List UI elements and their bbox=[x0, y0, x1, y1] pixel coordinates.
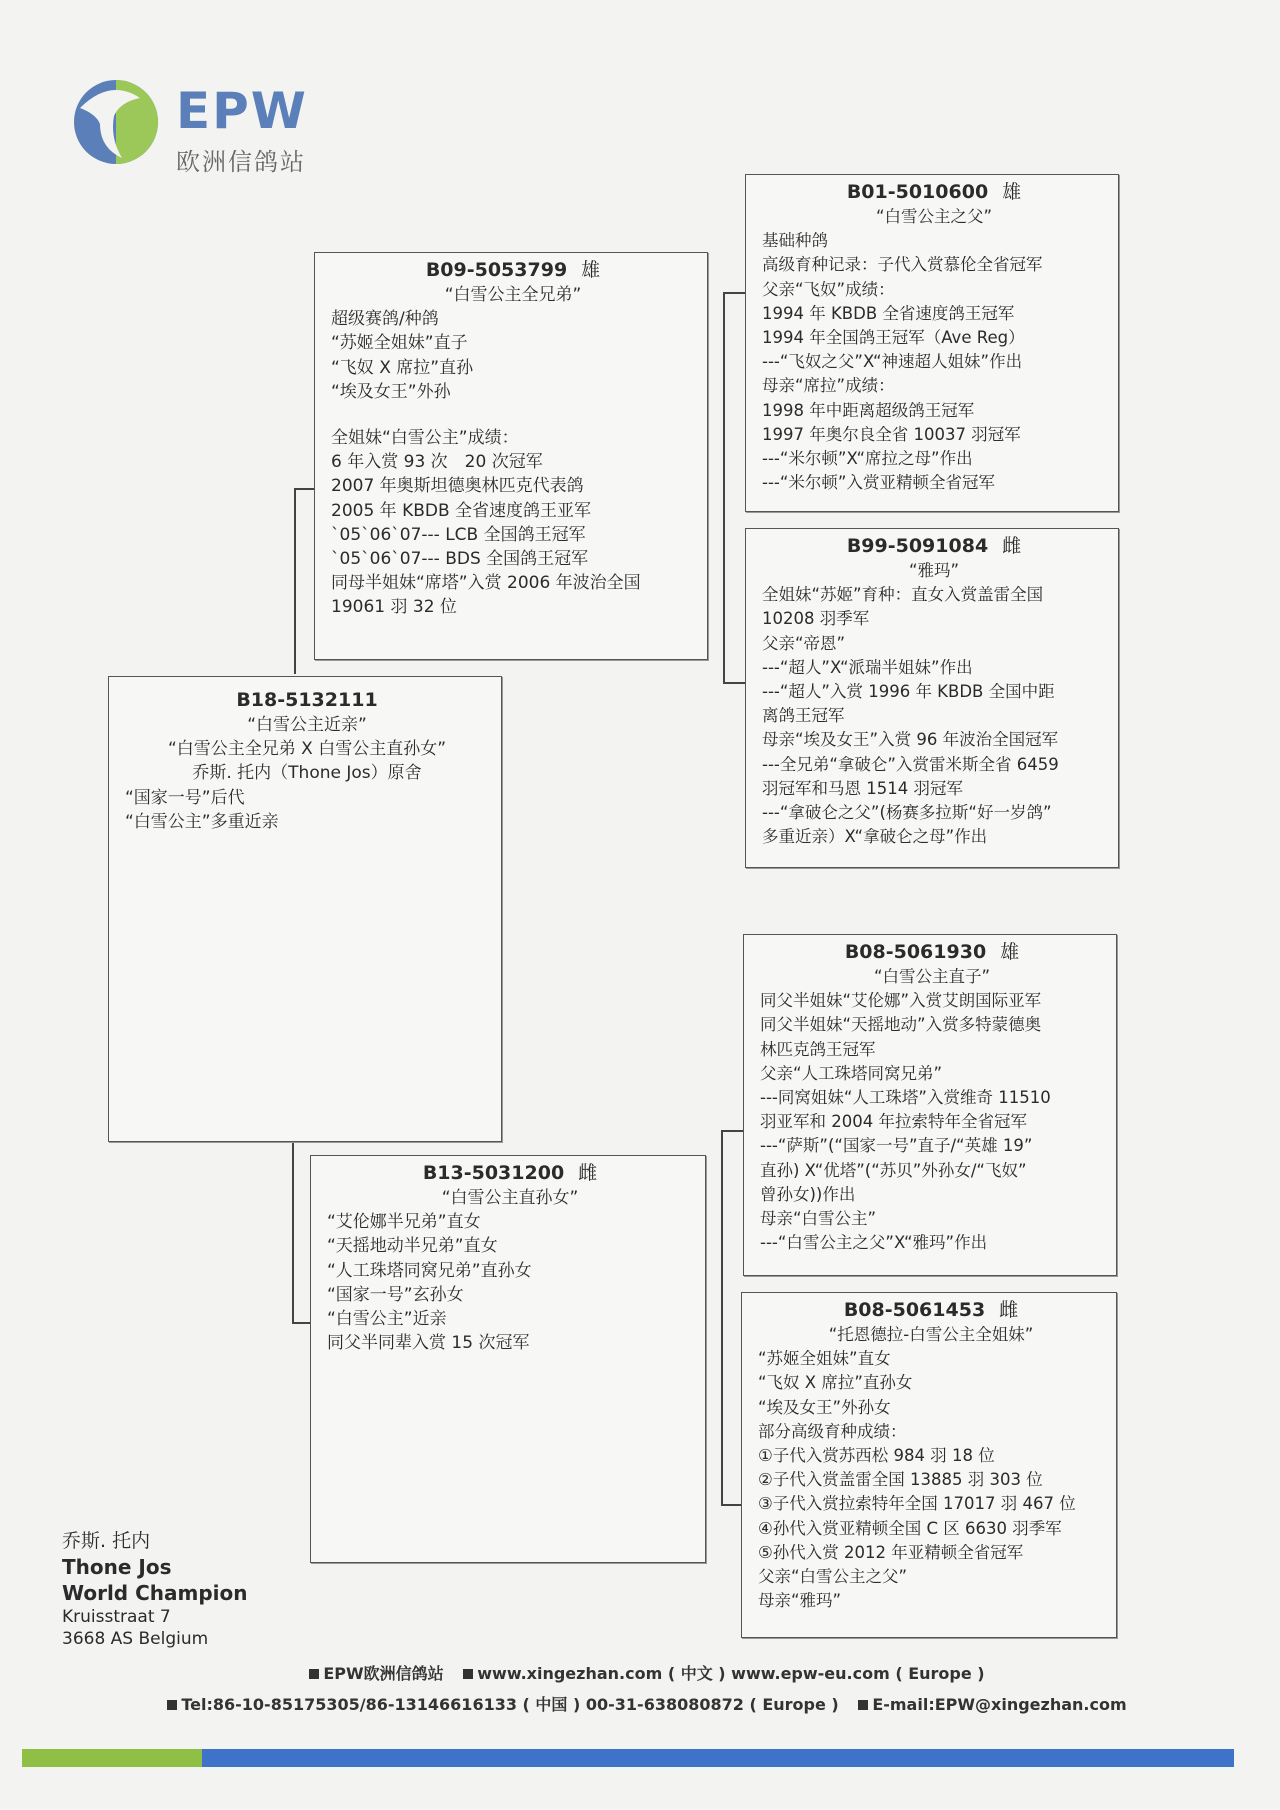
pigeon-line: “埃及女王”外孙女 bbox=[758, 1397, 891, 1417]
pigeon-line: 全姐妹“白雪公主”成绩： bbox=[331, 428, 519, 449]
sex-label: 雄 bbox=[1000, 941, 1020, 963]
pigeon-line: 同父半同辈入赏 15 次冠军 bbox=[327, 1333, 530, 1354]
ring-number: B18-5132111 bbox=[236, 689, 378, 711]
connector-main-vertical-bottom bbox=[292, 1140, 294, 1324]
pigeon-line: “国家一号”玄孙女 bbox=[327, 1284, 464, 1305]
pigeon-line: ---“超人”入赏 1996 年 KBDB 全国中距 bbox=[762, 682, 1055, 702]
pigeon-line: ---“超人”X“派瑞半姐妹”作出 bbox=[762, 657, 973, 677]
pigeon-line: 乔斯. 托内（Thone Jos）原舍 bbox=[192, 763, 422, 784]
pigeon-line: 10208 羽季军 bbox=[762, 609, 870, 629]
pigeon-line: 林匹克鸽王冠军 bbox=[760, 1039, 876, 1059]
pigeon-logo-icon bbox=[70, 68, 162, 168]
pigeon-line: `05`06`07--- LCB 全国鸽王冠军 bbox=[331, 524, 586, 545]
pigeon-nickname: “白雪公主全兄弟” bbox=[444, 285, 582, 305]
pigeon-card-dam-dam bbox=[741, 1292, 1117, 1638]
pigeon-line: ⑤孙代入赏 2012 年亚精顿全省冠军 bbox=[758, 1542, 1024, 1562]
pigeon-line: 羽亚军和 2004 年拉索特年全省冠军 bbox=[760, 1112, 1027, 1132]
pigeon-line: “白雪公主”多重近亲 bbox=[125, 811, 279, 832]
pigeon-line: “埃及女王”外孙 bbox=[331, 381, 451, 402]
pigeon-line: 母亲“席拉”成绩： bbox=[762, 376, 895, 396]
footer-brand: EPW欧洲信鸽站 bbox=[323, 1664, 444, 1683]
connector-dam-to-dam-sire bbox=[721, 1130, 743, 1132]
spacer bbox=[331, 404, 695, 426]
pigeon-line: 同父半姐妹“天摇地动”入赏多特蒙德奥 bbox=[760, 1015, 1042, 1035]
footer-email[interactable]: E-mail:EPW@xingezhan.com bbox=[872, 1695, 1127, 1714]
pigeon-line: 2007 年奥斯坦德奥林匹克代表鸽 bbox=[331, 476, 584, 497]
pigeon-line: “天摇地动半兄弟”直女 bbox=[327, 1236, 498, 1257]
pigeon-line: 离鸽王冠军 bbox=[762, 706, 845, 726]
breeder-name: Thone Jos bbox=[62, 1555, 172, 1579]
footer-tel: Tel:86-10-85175305/86-13146616133 ( 中国 ) 00-31-638080872 ( Europe ) bbox=[181, 1695, 839, 1714]
pigeon-line: 同母半姐妹“席塔”入赏 2006 年波治全国 bbox=[331, 573, 641, 594]
color-band-blue bbox=[202, 1749, 1234, 1767]
pigeon-line: “苏姬全姐妹”直子 bbox=[331, 333, 468, 354]
breeder-street: Kruisstraat 7 bbox=[62, 1607, 171, 1627]
pigeon-card-dam-sire bbox=[743, 934, 1117, 1276]
pigeon-line: 母亲“埃及女王”入赏 96 年波治全国冠军 bbox=[762, 730, 1059, 750]
pigeon-card-sire bbox=[314, 252, 708, 660]
brand-name: EPW bbox=[176, 82, 308, 140]
pigeon-line: “飞奴 X 席拉”直孙女 bbox=[758, 1373, 913, 1393]
ring-number: B99-5091084 雌 bbox=[846, 535, 1022, 557]
pigeon-line: 直孙) X“优塔”(“苏贝”外孙女/“飞奴” bbox=[760, 1160, 1027, 1180]
ring-number: B09-5053799 雄 bbox=[425, 259, 601, 281]
pigeon-line: 父亲“飞奴”成绩： bbox=[762, 279, 895, 299]
connector-sire-vertical bbox=[723, 292, 725, 684]
connector-dam-to-dam-dam bbox=[721, 1504, 743, 1506]
sex-label: 雄 bbox=[581, 259, 601, 281]
pigeon-line: 同父半姐妹“艾伦娜”入赏艾朗国际亚军 bbox=[760, 991, 1042, 1011]
connector-main-to-sire bbox=[294, 488, 314, 490]
pigeon-line: 1998 年中距离超级鸽王冠军 bbox=[762, 400, 975, 420]
brand-subtitle: 欧洲信鸽站 bbox=[176, 148, 306, 176]
sex-label: 雌 bbox=[1002, 535, 1022, 557]
pigeon-nickname: “托恩德拉-白雪公主全姐妹” bbox=[828, 1325, 1034, 1344]
ring-number: B01-5010600 雄 bbox=[846, 181, 1022, 203]
pigeon-line: ---“飞奴之父”X“神速超人姐妹”作出 bbox=[762, 352, 1023, 372]
pigeon-line: 1994 年 KBDB 全省速度鸽王冠军 bbox=[762, 303, 1015, 323]
pigeon-card-sire-sire bbox=[745, 174, 1119, 512]
pigeon-card-dam bbox=[310, 1155, 706, 1563]
pigeon-line: 曾孙女))作出 bbox=[760, 1184, 856, 1204]
sex-label: 雄 bbox=[1002, 181, 1022, 203]
sex-label: 雌 bbox=[578, 1162, 598, 1184]
pigeon-line: 2005 年 KBDB 全省速度鸽王亚军 bbox=[331, 500, 592, 521]
pigeon-line: `05`06`07--- BDS 全国鸽王冠军 bbox=[331, 549, 589, 570]
pigeon-line: 1994 年全国鸽王冠军（Ave Reg） bbox=[762, 328, 1025, 348]
pigeon-line: 超级赛鸽/种鸽 bbox=[331, 309, 439, 330]
pigeon-nickname: “白雪公主直子” bbox=[873, 967, 991, 986]
breeder-city: 3668 AS Belgium bbox=[62, 1629, 209, 1649]
bullet-icon bbox=[309, 1669, 319, 1679]
pigeon-line: 部分高级育种成绩： bbox=[758, 1421, 907, 1441]
pigeon-line: ①子代入赏苏西松 984 羽 18 位 bbox=[758, 1446, 995, 1466]
pigeon-line: “白雪公主”近亲 bbox=[327, 1309, 447, 1330]
pigeon-line: “国家一号”后代 bbox=[125, 787, 245, 808]
connector-dam-vertical bbox=[721, 1130, 723, 1506]
ring-number: B08-5061453 雌 bbox=[843, 1299, 1019, 1321]
epw-logo bbox=[70, 68, 330, 178]
pigeon-line: 父亲“人工珠塔同窝兄弟” bbox=[760, 1063, 943, 1083]
ring-number: B08-5061930 雄 bbox=[844, 941, 1020, 963]
pigeon-nickname: “白雪公主直孙女” bbox=[441, 1188, 579, 1208]
bullet-icon bbox=[463, 1669, 473, 1679]
pigeon-line: 多重近亲）X“拿破仑之母”作出 bbox=[762, 827, 988, 847]
pigeon-line: ---同窝姐妹“人工珠塔”入赏维奇 11510 bbox=[760, 1088, 1051, 1108]
pigeon-line: 1997 年奥尔良全省 10037 羽冠军 bbox=[762, 424, 1021, 444]
pigeon-line: 6 年入赏 93 次 20 次冠军 bbox=[331, 452, 543, 473]
pigeon-line: “人工珠塔同窝兄弟”直孙女 bbox=[327, 1260, 532, 1281]
connector-sire-to-sire-sire bbox=[723, 292, 745, 294]
pigeon-line: ---全兄弟“拿破仑”入赏雷米斯全省 6459 bbox=[762, 754, 1059, 774]
connector-sire-to-sire-dam bbox=[723, 682, 745, 684]
pigeon-line: “艾伦娜半兄弟”直女 bbox=[327, 1212, 481, 1233]
breeder-name-cn: 乔斯. 托内 bbox=[62, 1530, 151, 1552]
pigeon-line: 基础种鸽 bbox=[762, 231, 828, 251]
pigeon-line: ---“白雪公主之父”X“雅玛”作出 bbox=[760, 1233, 988, 1253]
pigeon-line: ---“萨斯”(“国家一号”直子/“英雄 19” bbox=[760, 1136, 1033, 1156]
color-band-green bbox=[22, 1749, 202, 1767]
pigeon-line: “飞奴 X 席拉”直孙 bbox=[331, 357, 474, 378]
pigeon-nickname: “雅玛” bbox=[908, 561, 960, 580]
pigeon-line: ④孙代入赏亚精顿全国 C 区 6630 羽季军 bbox=[758, 1518, 1062, 1538]
pigeon-nickname: “白雪公主之父” bbox=[875, 207, 993, 226]
connector-main-vertical-top bbox=[294, 488, 296, 674]
pigeon-line: “白雪公主全兄弟 X 白雪公主直孙女” bbox=[167, 739, 447, 760]
pigeon-line: “苏姬全姐妹”直女 bbox=[758, 1349, 891, 1369]
footer-line-1 bbox=[0, 1661, 1280, 1684]
pigeon-line: 父亲“帝恩” bbox=[762, 633, 846, 653]
breeder-address bbox=[62, 1528, 248, 1650]
pigeon-line: 19061 羽 32 位 bbox=[331, 597, 457, 618]
pigeon-line: ---“米尔顿”X“席拉之母”作出 bbox=[762, 449, 973, 469]
ring-number: B13-5031200 雌 bbox=[422, 1162, 598, 1184]
pigeon-line: 母亲“雅玛” bbox=[758, 1591, 842, 1611]
breeder-title: World Champion bbox=[62, 1581, 248, 1605]
pigeon-line: 母亲“白雪公主” bbox=[760, 1209, 877, 1229]
pigeon-line: 父亲“白雪公主之父” bbox=[758, 1567, 908, 1587]
footer-web[interactable]: www.xingezhan.com ( 中文 ) www.epw-eu.com ( Europe ) bbox=[477, 1664, 985, 1683]
connector-main-to-dam bbox=[292, 1322, 310, 1324]
pigeon-line: ②子代入赏盖雷全国 13885 羽 303 位 bbox=[758, 1470, 1043, 1490]
pigeon-line: 羽冠军和马恩 1514 羽冠军 bbox=[762, 778, 963, 798]
bullet-icon bbox=[167, 1700, 177, 1710]
pigeon-line: 高级育种记录：子代入赏慕伦全省冠军 bbox=[762, 255, 1043, 275]
sex-label: 雌 bbox=[999, 1299, 1019, 1321]
pigeon-line: ---“拿破仑之父”(杨赛多拉斯“好一岁鸽” bbox=[762, 803, 1052, 823]
pigeon-card-main bbox=[108, 676, 502, 1142]
bullet-icon bbox=[858, 1700, 868, 1710]
pigeon-line: ③子代入赏拉索特年全国 17017 羽 467 位 bbox=[758, 1494, 1076, 1514]
pigeon-card-sire-dam bbox=[745, 528, 1119, 868]
footer-line-2 bbox=[0, 1692, 1280, 1715]
pigeon-line: ---“米尔顿”入赏亚精顿全省冠军 bbox=[762, 473, 995, 493]
pigeon-line: “白雪公主近亲” bbox=[247, 715, 367, 735]
pigeon-line: 全姐妹“苏姬”育种：直女入赏盖雷全国 bbox=[762, 585, 1044, 605]
